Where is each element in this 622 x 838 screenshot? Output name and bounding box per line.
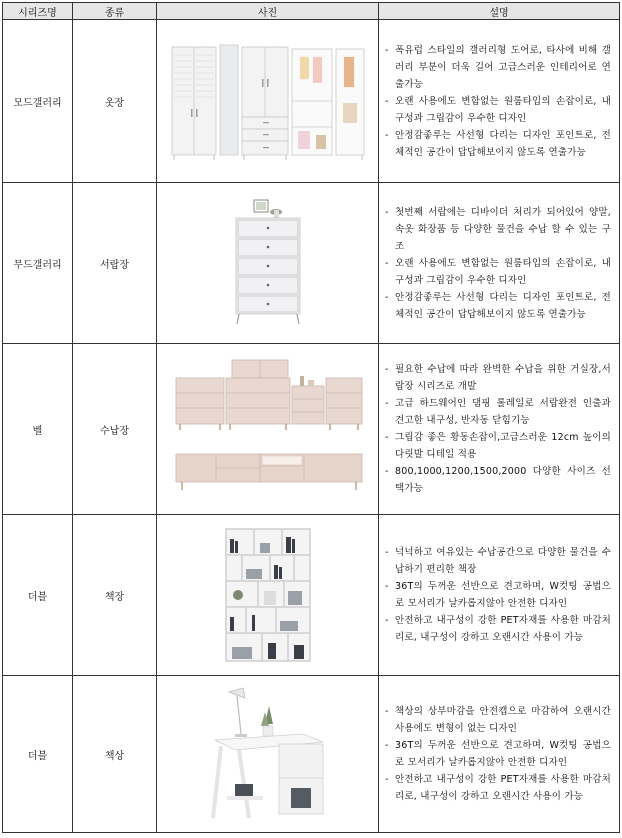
product-photo bbox=[157, 20, 379, 183]
product-photo bbox=[157, 344, 379, 515]
description-item: - 안정감좋루는 사선형 다리는 디자인 포인트로, 전체적인 공간이 답답해보이지 않도록 연출가능 bbox=[385, 289, 611, 323]
description-item: - 안전하고 내구성이 강한 PET자재를 사용한 마감처리로, 내구성이 강하고 오랜시간 사용이 가능 bbox=[385, 771, 611, 805]
product-type: 서랍장 bbox=[73, 183, 157, 344]
description-item: - 36T의 두꺼운 선반으로 견고하며, W컷팅 공법으로 모서리가 날카롭지않아 안전한 디자인 bbox=[385, 578, 611, 612]
description-item: - 안전하고 내구성이 강한 PET자재를 사용한 마감처리로, 내구성이 강하고 오랜시간 사용이 가능 bbox=[385, 612, 611, 646]
series-name: 모드갤러리 bbox=[3, 20, 73, 183]
description-item: - 그립감 좋은 황동손잡이,고급스러운 12cm 높이의 다릿발 디테일 적용 bbox=[385, 429, 611, 463]
description-list bbox=[385, 544, 611, 646]
product-photo bbox=[157, 183, 379, 344]
series-name: 벨 bbox=[3, 344, 73, 515]
description-list bbox=[385, 703, 611, 805]
header-series: 시리즈명 bbox=[3, 3, 73, 20]
description-item: - 오랜 사용에도 변함없는 원룸타입의 손잡이로, 내구성과 그립감이 우수한 디자인 bbox=[385, 255, 611, 289]
description-item: - 넉넉하고 여유있는 수납공간으로 다양한 물건을 수납하기 편리한 책장 bbox=[385, 544, 611, 578]
wardrobe-image bbox=[168, 39, 368, 163]
product-description bbox=[379, 676, 620, 833]
description-item: - 800,1000,1200,1500,2000 다양한 사이즈 선택가능 bbox=[385, 463, 611, 497]
description-list bbox=[385, 204, 611, 323]
drawer-chest-image bbox=[228, 198, 308, 328]
product-description bbox=[379, 183, 620, 344]
product-description bbox=[379, 344, 620, 515]
series-name: 무드갤러리 bbox=[3, 183, 73, 344]
description-list bbox=[385, 361, 611, 497]
description-item: - 36T의 두꺼운 선반으로 견고하며, W컷팅 공법으로 모서리가 날카롭지않아 안전한 디자인 bbox=[385, 737, 611, 771]
series-name: 더블 bbox=[3, 515, 73, 676]
description-item: - 책상의 상부마감을 안전캡으로 마감하여 오랜시간 사용에도 변형이 없는 디자인 bbox=[385, 703, 611, 737]
description-item: - 안정감좋루는 사선형 다리는 디자인 포인트로, 전체적인 공간이 답답해보이지 않도록 연출가능 bbox=[385, 127, 611, 161]
header-photo: 사진 bbox=[157, 3, 379, 20]
product-photo bbox=[157, 515, 379, 676]
description-list bbox=[385, 42, 611, 161]
product-type: 수납장 bbox=[73, 344, 157, 515]
table-row bbox=[3, 344, 620, 515]
header-row bbox=[3, 3, 620, 20]
storage-cabinet-image bbox=[168, 354, 368, 504]
product-description bbox=[379, 20, 620, 183]
bookshelf-image bbox=[218, 525, 318, 665]
header-type: 종류 bbox=[73, 3, 157, 20]
desk-image bbox=[203, 684, 333, 824]
table-row bbox=[3, 676, 620, 833]
product-type: 책장 bbox=[73, 515, 157, 676]
series-name: 더블 bbox=[3, 676, 73, 833]
description-item: - 첫번째 서랍에는 디바이더 처리가 되어있어 양말, 속옷 화장품 등 다양한 물건을 수납 할 수 있는 구조 bbox=[385, 204, 611, 255]
description-item: - 오랜 사용에도 변함없는 원룸타입의 손잡이로, 내구성과 그립감이 우수한 디자인 bbox=[385, 93, 611, 127]
description-item: - 폭유럽 스타일의 갤러리형 도어로, 타사에 비해 갤러리 부분이 더욱 길어 고급스러운 인테리어로 연출가능 bbox=[385, 42, 611, 93]
table-row bbox=[3, 183, 620, 344]
product-photo bbox=[157, 676, 379, 833]
header-desc: 설명 bbox=[379, 3, 620, 20]
product-description bbox=[379, 515, 620, 676]
product-table bbox=[2, 2, 620, 833]
table-row bbox=[3, 515, 620, 676]
table-row bbox=[3, 20, 620, 183]
product-type: 옷장 bbox=[73, 20, 157, 183]
description-item: - 필요한 수납에 따라 완벽한 수납을 위한 거실장,서랍장 시리즈로 개발 bbox=[385, 361, 611, 395]
description-item: - 고급 하드웨어인 댐핑 롤레일로 서랍완전 인출과 견고한 내구성, 반자동 닫힘기능 bbox=[385, 395, 611, 429]
product-type: 책상 bbox=[73, 676, 157, 833]
